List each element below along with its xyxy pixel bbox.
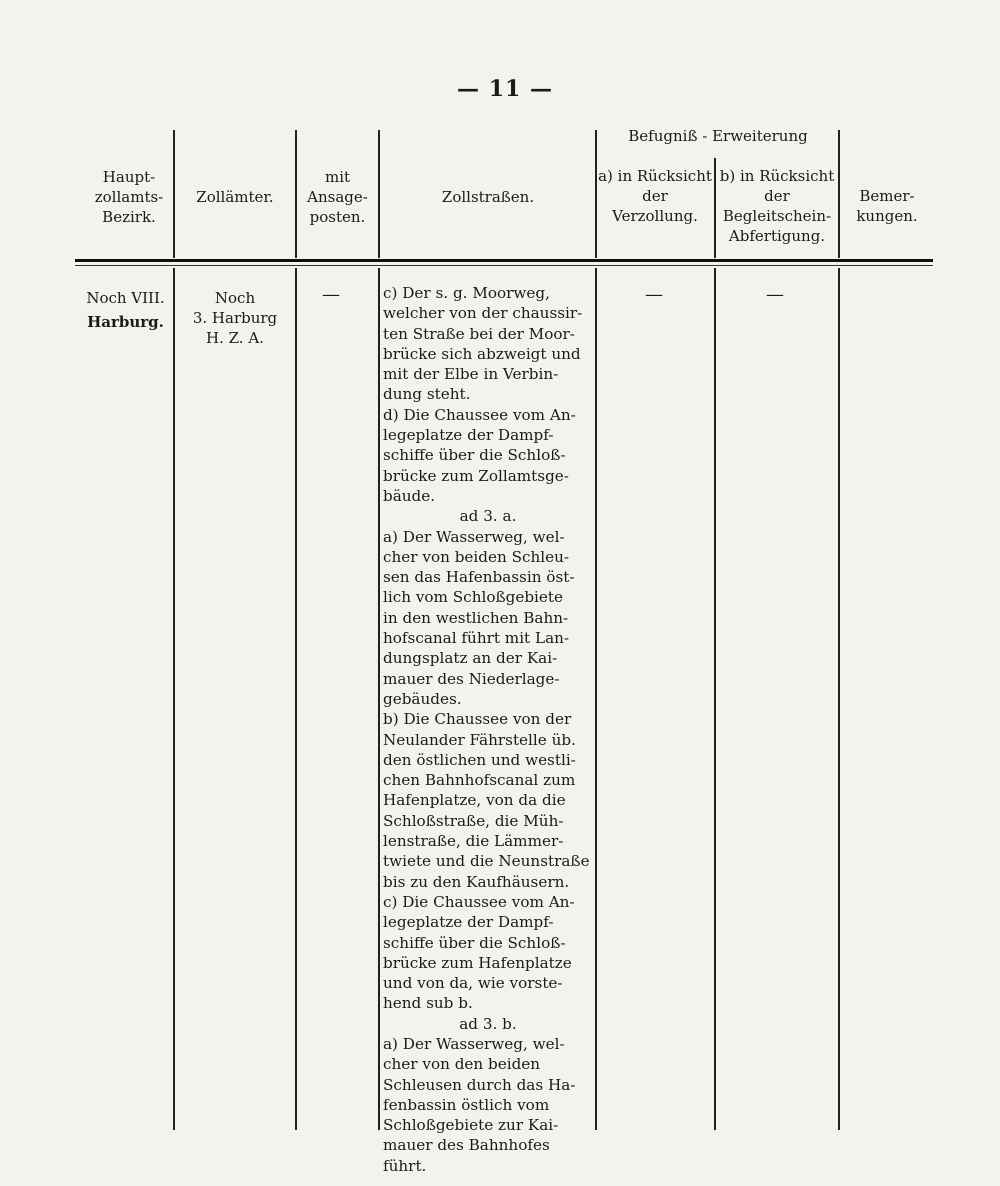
- zollstrassen-line: welcher von der chaussir-: [383, 304, 583, 323]
- header-begleitschein-line: der: [764, 187, 790, 205]
- row-begleitschein: —: [766, 284, 784, 305]
- zollstrassen-line: dungsplatz an der Kai-: [383, 649, 558, 668]
- zollstrassen-line: bäude.: [383, 486, 436, 505]
- zollstrassen-line: den östlichen und westli-: [383, 750, 576, 769]
- header-ansage: [300, 167, 375, 227]
- zollstrassen-line: lenstraße, die Lämmer-: [383, 832, 564, 851]
- zollstrassen-line: gebäudes.: [383, 689, 462, 708]
- zollstrassen-line: ad 3. b.: [459, 1014, 517, 1033]
- row-ansage: —: [322, 284, 340, 305]
- header-verzollung-line: der: [642, 187, 668, 205]
- column-rule: [595, 268, 597, 1130]
- header-ansage-line: mit: [324, 168, 351, 186]
- zollstrassen-line: twiete und die Neunstraße: [383, 852, 590, 871]
- column-rule: [714, 268, 716, 1130]
- zollstrassen-line: schiffe über die Schloß-: [383, 446, 566, 465]
- header-zollstrassen: Zollstraßen.: [441, 188, 535, 206]
- page-number: — 11 —: [457, 76, 553, 102]
- zollstrassen-line: a) Der Wasserweg, wel-: [383, 1034, 565, 1053]
- zollstrassen-line: Schloßstraße, die Müh-: [383, 811, 564, 830]
- zollstrassen-line: Neulander Fährstelle üb.: [383, 730, 576, 749]
- zollstrassen-line: brücke zum Hafenplatze: [383, 953, 572, 972]
- zollstrassen-line: schiffe über die Schloß-: [383, 933, 566, 952]
- zollstrassen-line: führt.: [383, 1156, 427, 1175]
- row-verzollung: —: [645, 284, 663, 305]
- zollstrassen-line: b) Die Chaussee von der: [383, 710, 572, 729]
- column-rule: [378, 268, 380, 1130]
- header-ansage-line: Ansage-: [307, 188, 368, 206]
- zollstrassen-line: mauer des Bahnhofes: [383, 1136, 550, 1155]
- column-rule: [838, 268, 840, 1130]
- header-rule-thin: [75, 265, 933, 266]
- header-bezirk-line: Haupt-: [102, 168, 156, 186]
- row-zollamt-line: H. Z. A.: [206, 329, 264, 347]
- row-bezirk: [78, 288, 173, 332]
- header-rule: [75, 259, 933, 262]
- row-bezirk-line: Harburg.: [87, 313, 164, 331]
- row-zollamt-line: 3. Harburg: [192, 309, 278, 327]
- header-begleitschein-line: Abfertigung.: [728, 227, 826, 245]
- zollstrassen-line: c) Der s. g. Moorweg,: [383, 284, 550, 302]
- zollstrassen-line: hend sub b.: [383, 994, 473, 1013]
- zollstrassen-line: d) Die Chaussee vom An-: [383, 405, 576, 424]
- zollstrassen-line: in den westlichen Bahn-: [383, 608, 569, 627]
- zollstrassen-line: ten Straße bei der Moor-: [383, 324, 575, 343]
- zollstrassen-line: chen Bahnhofscanal zum: [383, 771, 576, 790]
- row-bezirk-line: Noch VIII.: [86, 289, 165, 307]
- column-rule: [295, 130, 297, 258]
- zollstrassen-line: a) Der Wasserweg, wel-: [383, 527, 565, 546]
- zollstrassen-line: Schloßgebiete zur Kai-: [383, 1116, 559, 1135]
- header-begleitschein-line: b) in Rücksicht: [719, 167, 835, 185]
- zollstrassen-line: sen das Hafenbassin öst-: [383, 568, 575, 587]
- header-bezirk: [85, 167, 173, 227]
- column-rule: [838, 130, 840, 258]
- zollstrassen-line: legeplatze der Dampf-: [383, 913, 554, 932]
- column-rule: [378, 130, 380, 258]
- zollstrassen-line: und von da, wie vorste-: [383, 974, 563, 993]
- zollstrassen-line: cher von den beiden: [383, 1055, 541, 1074]
- header-ansage-line: posten.: [309, 208, 366, 226]
- zollstrassen-line: legeplatze der Dampf-: [383, 426, 554, 445]
- zollstrassen-line: Schleusen durch das Ha-: [383, 1075, 576, 1094]
- zollstrassen-line: c) Die Chaussee vom An-: [383, 892, 575, 911]
- header-bezirk-line: zollamts-: [94, 188, 164, 206]
- header-verzollung: [596, 166, 714, 226]
- zollstrassen-line: cher von beiden Schleu-: [383, 547, 570, 566]
- row-zollamt: [180, 288, 290, 348]
- header-begleitschein: [716, 166, 838, 246]
- header-bemerkungen: [842, 186, 932, 226]
- zollstrassen-line: hofscanal führt mit Lan-: [383, 629, 570, 648]
- header-verzollung-line: Verzollung.: [612, 207, 698, 225]
- zollstrassen-line: lich vom Schloßgebiete: [383, 588, 563, 607]
- column-rule: [295, 268, 297, 1130]
- zollstrassen-line: Hafenplatze, von da die: [383, 791, 566, 810]
- row-zollamt-line: Noch: [214, 289, 256, 307]
- header-bezirk-line: Bezirk.: [102, 208, 156, 226]
- column-rule: [173, 130, 175, 258]
- zollstrassen-line: fenbassin östlich vom: [383, 1095, 550, 1114]
- zollstrassen-line: brücke sich abzweigt und: [383, 344, 581, 363]
- column-rule: [173, 268, 175, 1130]
- header-bemerkungen-line: Bemer-: [859, 187, 915, 205]
- zollstrassen-line: mit der Elbe in Verbin-: [383, 365, 559, 384]
- zollstrassen-text: [383, 283, 593, 1176]
- header-begleitschein-line: Begleitschein-: [722, 207, 832, 225]
- header-verzollung-line: a) in Rücksicht: [598, 167, 712, 185]
- header-zollaemter: Zollämter.: [196, 188, 274, 206]
- header-befugnis-group: Befugniß - Erweiterung: [628, 127, 808, 145]
- zollstrassen-line: dung steht.: [383, 385, 471, 404]
- zollstrassen-line: brücke zum Zollamtsge-: [383, 466, 569, 485]
- zollstrassen-line: mauer des Niederlage-: [383, 669, 560, 688]
- zollstrassen-line: ad 3. a.: [459, 507, 517, 526]
- header-bemerkungen-line: kungen.: [856, 207, 918, 225]
- zollstrassen-line: bis zu den Kaufhäusern.: [383, 872, 570, 891]
